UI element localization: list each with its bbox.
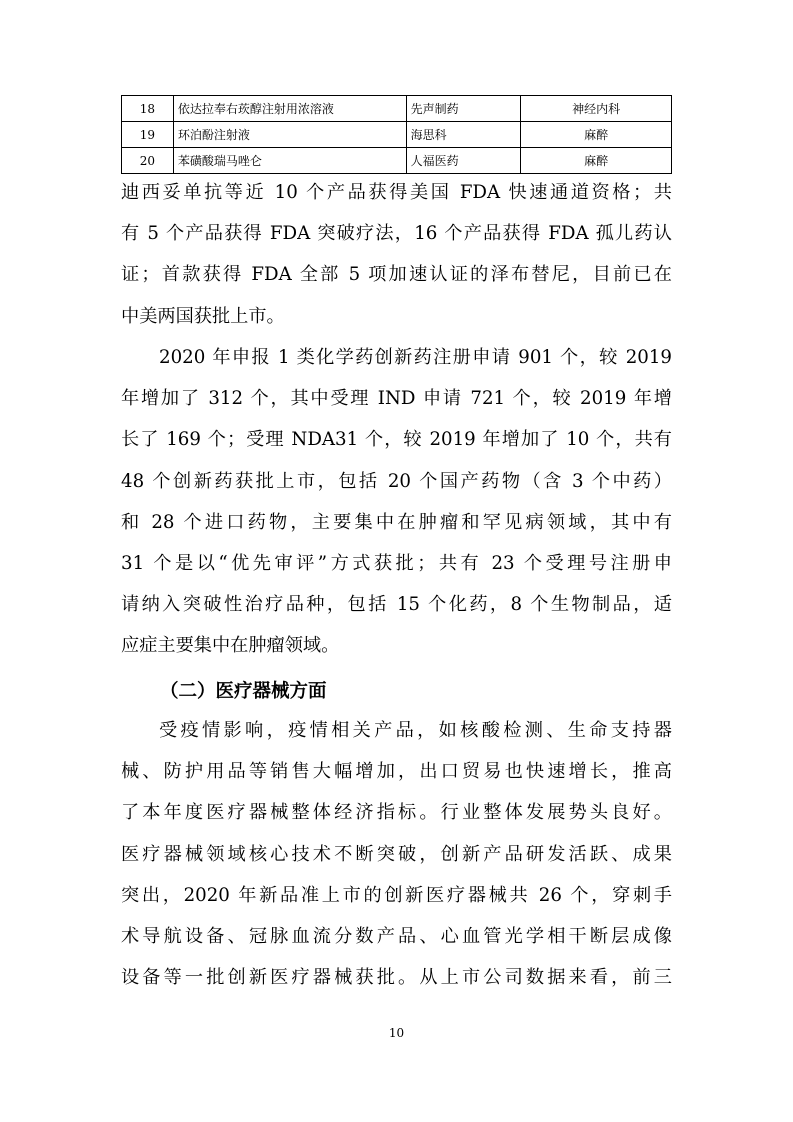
text-line: 请纳入突破性治疗品种，包括 15 个化药，8 个生物制品，适 (121, 594, 672, 616)
text-line: 术导航设备、冠脉血流分数产品、心血管光学相干断层成像 (121, 925, 672, 947)
paragraph-fda-status (121, 172, 672, 337)
text-line: 年增加了 312 个，其中受理 IND 申请 721 个，较 2019 年增 (121, 388, 672, 410)
table-row (122, 122, 672, 148)
therapeutic-area: 神经内科 (521, 96, 672, 122)
paragraph-medical-devices (121, 710, 672, 998)
row-index: 20 (122, 148, 174, 174)
table-row (122, 96, 672, 122)
therapeutic-area: 麻醉 (521, 148, 672, 174)
page-number: 10 (388, 1026, 405, 1040)
text-line: 48 个创新药获批上市，包括 20 个国产药物（含 3 个中药） (121, 470, 672, 492)
text-line: 证；首款获得 FDA 全部 5 项加速认证的泽布替尼，目前已在 (121, 264, 672, 286)
therapeutic-area: 麻醉 (521, 122, 672, 148)
text-line: 了本年度医疗器械整体经济指标。行业整体发展势头良好。 (121, 802, 672, 824)
row-index: 18 (122, 96, 174, 122)
text-line: 有 5 个产品获得 FDA 突破疗法，16 个产品获得 FDA 孤儿药认 (121, 223, 672, 245)
drug-name: 环泊酚注射液 (173, 122, 406, 148)
company-name: 人福医药 (406, 148, 521, 174)
text-line: 和 28 个进口药物，主要集中在肿瘤和罕见病领域，其中有 (121, 511, 672, 533)
section-heading: （二）医疗器械方面 (160, 681, 327, 702)
text-line: 31 个是以“优先审评”方式获批；共有 23 个受理号注册申 (121, 552, 672, 574)
text-line: 迪西妥单抗等近 10 个产品获得美国 FDA 快速通道资格；共 (121, 182, 672, 203)
company-name: 海思科 (406, 122, 521, 148)
table-row (122, 148, 672, 174)
text-line: 应症主要集中在肿瘤领域。 (121, 635, 340, 657)
drug-name: 苯磺酸瑞马唑仑 (173, 148, 406, 174)
text-line: 中美两国获批上市。 (121, 305, 285, 327)
text-line: 长了 169 个；受理 NDA31 个，较 2019 年增加了 10 个，共有 (121, 429, 672, 451)
drug-table (121, 95, 672, 174)
text-line: 突出，2020 年新品准上市的创新医疗器械共 26 个，穿刺手 (121, 884, 672, 906)
text-line: 设备等一批创新医疗器械获批。从上市公司数据来看，前三 (121, 967, 672, 989)
paragraph-innovative-drugs (121, 337, 672, 667)
text-line: 械、防护用品等销售大幅增加，出口贸易也快速增长，推高 (121, 761, 672, 783)
row-index: 19 (122, 122, 174, 148)
text-line: 2020 年申报 1 类化学药创新药注册申请 901 个，较 2019 (159, 347, 672, 368)
drug-name: 依达拉奉右莰醇注射用浓溶液 (173, 96, 406, 122)
company-name: 先声制药 (406, 96, 521, 122)
text-line: 受疫情影响，疫情相关产品，如核酸检测、生命支持器 (159, 720, 672, 741)
text-line: 医疗器械领域核心技术不断突破，创新产品研发活跃、成果 (121, 843, 672, 865)
